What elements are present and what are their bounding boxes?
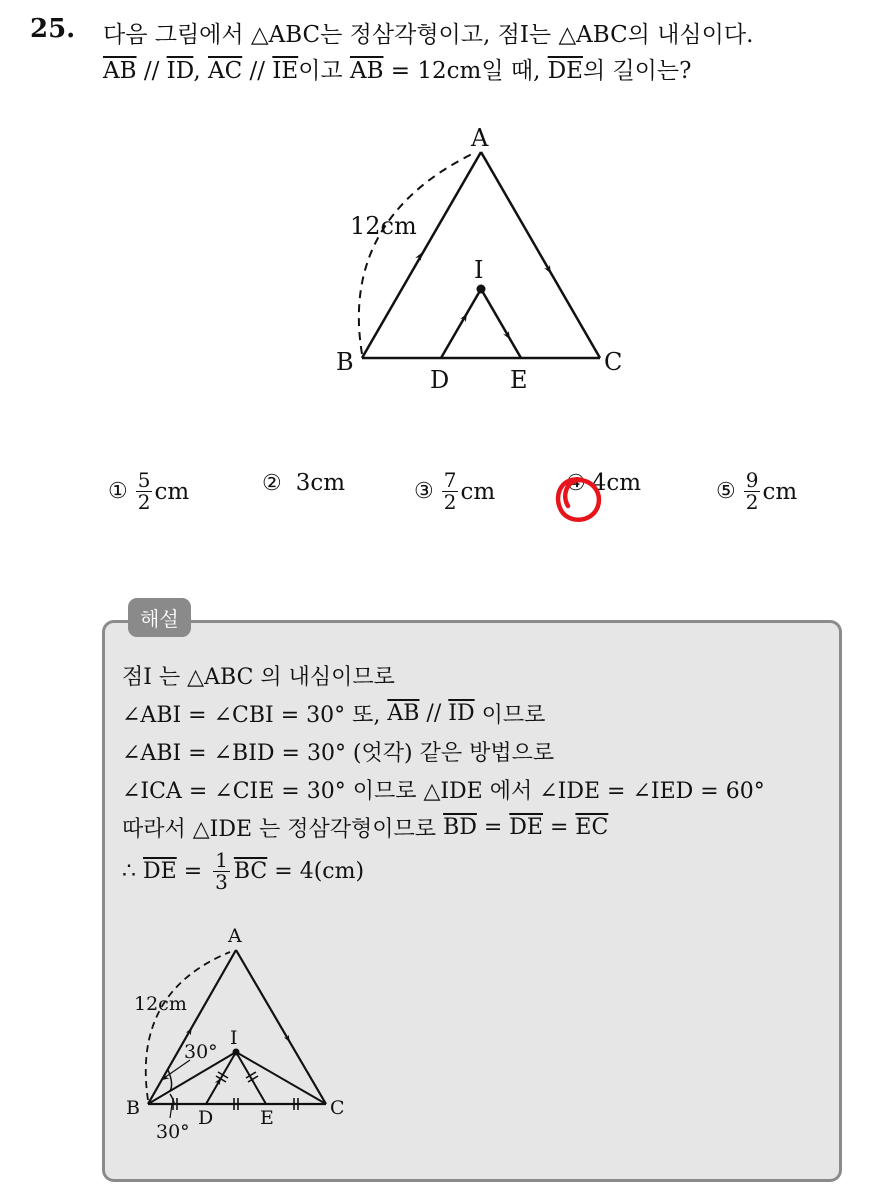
parallel-symbol: // xyxy=(242,58,273,84)
solution-line-6 xyxy=(122,850,364,893)
segment-id: $\overline{ID}$ xyxy=(166,58,194,84)
parallel-symbol: // xyxy=(136,58,167,84)
fraction-denominator: 2 xyxy=(745,490,759,514)
parallel-symbol: // xyxy=(419,701,449,726)
label-b: B xyxy=(336,348,354,376)
text: 따라서 △IDE 는 정삼각형이므로 xyxy=(122,817,444,842)
choice-2[interactable] xyxy=(262,470,345,496)
choice-marker: ⑤ xyxy=(716,479,736,504)
equals: = xyxy=(543,815,576,840)
equals: = xyxy=(476,815,510,840)
segment-bd: $\overline{BD}$ xyxy=(443,815,477,840)
text: ∠ABI = ∠CBI = 30° 또, xyxy=(122,703,388,728)
fraction-denominator: 2 xyxy=(443,490,457,514)
fraction-denominator: 2 xyxy=(137,490,151,514)
result: = 4(cm) xyxy=(267,859,365,884)
label-a: A xyxy=(471,124,489,152)
label-i: I xyxy=(474,256,484,284)
label-e: E xyxy=(510,366,528,394)
label-side-length: 12cm xyxy=(134,993,187,1015)
fraction-numerator: 5 xyxy=(137,468,151,492)
segment-ie: $\overline{IE}$ xyxy=(272,58,299,84)
angle-arc-ibc xyxy=(170,1094,174,1104)
side-ba xyxy=(362,152,484,358)
fraction-numerator: 7 xyxy=(443,468,457,492)
text-connector: 이고 xyxy=(298,58,350,84)
choice-text: 3cm xyxy=(295,470,346,496)
solution-figure xyxy=(118,918,358,1148)
text: 이므로 xyxy=(474,703,546,728)
incenter-point xyxy=(233,1049,240,1056)
solution-line-2 xyxy=(122,698,545,729)
segment-bc: $\overline{BC}$ xyxy=(233,859,268,884)
problem-number: 25. xyxy=(30,14,76,44)
choice-fraction xyxy=(136,470,153,513)
fraction-numerator: 1 xyxy=(215,848,228,872)
segment-ab: $\overline{AB}$ xyxy=(349,58,384,84)
fraction-one-third xyxy=(213,850,230,893)
label-d: D xyxy=(430,366,450,394)
therefore: ∴ xyxy=(122,859,143,884)
triangle-figure xyxy=(300,110,640,400)
dashed-arc xyxy=(359,154,472,354)
problem-text-line-1: 다음 그림에서 △ABC는 정삼각형이고, 점I는 △ABC의 내심이다. xyxy=(103,22,754,48)
label-b: B xyxy=(126,1097,140,1119)
solution-line-5 xyxy=(122,812,608,843)
choice-text: 4cm xyxy=(591,470,642,496)
solution-tab: 해설 xyxy=(128,598,191,637)
answer-circle-mark xyxy=(552,472,606,528)
segment-de: $\overline{DE}$ xyxy=(143,859,177,884)
choice-unit: cm xyxy=(154,478,190,505)
choice-fraction xyxy=(442,470,459,513)
segment-ab: $\overline{AB}$ xyxy=(387,701,420,726)
label-e: E xyxy=(260,1107,274,1129)
text-question: 의 길이는? xyxy=(582,58,692,84)
label-angle-bottom: 30° xyxy=(156,1121,190,1143)
choice-marker: ④ xyxy=(566,470,586,496)
choice-unit: cm xyxy=(762,478,798,505)
text-condition: = 12cm일 때, xyxy=(383,58,548,84)
dashed-arc xyxy=(146,952,230,1100)
segment-di xyxy=(441,289,481,358)
choice-5[interactable] xyxy=(716,470,797,513)
choice-1[interactable] xyxy=(108,470,189,513)
solution-line-1: 점I 는 △ABC 의 내심이므로 xyxy=(122,665,395,690)
side-ac xyxy=(481,152,600,358)
incenter-point xyxy=(477,285,486,294)
label-side-length: 12cm xyxy=(350,212,417,240)
solution-line-3: ∠ABI = ∠BID = 30° (엇각) 같은 방법으로 xyxy=(122,741,555,766)
segment-id: $\overline{ID}$ xyxy=(448,701,475,726)
segment-de: $\overline{DE}$ xyxy=(547,58,583,84)
label-d: D xyxy=(198,1107,214,1129)
choice-marker: ① xyxy=(108,479,128,504)
problem-text-line-2 xyxy=(103,52,691,85)
label-c: C xyxy=(604,348,623,376)
label-angle-top: 30° xyxy=(184,1041,218,1063)
label-i: I xyxy=(230,1027,238,1049)
segment-ie xyxy=(481,289,521,358)
fraction-numerator: 9 xyxy=(745,468,759,492)
choice-marker: ② xyxy=(262,470,282,496)
label-c: C xyxy=(330,1097,345,1119)
segment-ac: $\overline{AC}$ xyxy=(207,58,243,84)
choice-3[interactable] xyxy=(414,470,495,513)
segment-de: $\overline{DE}$ xyxy=(509,815,543,840)
choice-fraction xyxy=(744,470,761,513)
choice-unit: cm xyxy=(460,478,496,505)
label-a: A xyxy=(228,925,242,947)
segment-ec: $\overline{EC}$ xyxy=(575,815,609,840)
solution-line-4: ∠ICA = ∠CIE = 30° 이므로 △IDE 에서 ∠IDE = ∠IED = 60° xyxy=(122,779,765,804)
choice-marker: ③ xyxy=(414,479,434,504)
segment-ic xyxy=(236,1052,326,1104)
segment-ab: $\overline{AB}$ xyxy=(103,58,137,84)
equals: = xyxy=(176,859,210,884)
angle-pointer-2 xyxy=(170,1104,172,1118)
fraction-denominator: 3 xyxy=(215,870,228,894)
comma: , xyxy=(193,58,208,84)
